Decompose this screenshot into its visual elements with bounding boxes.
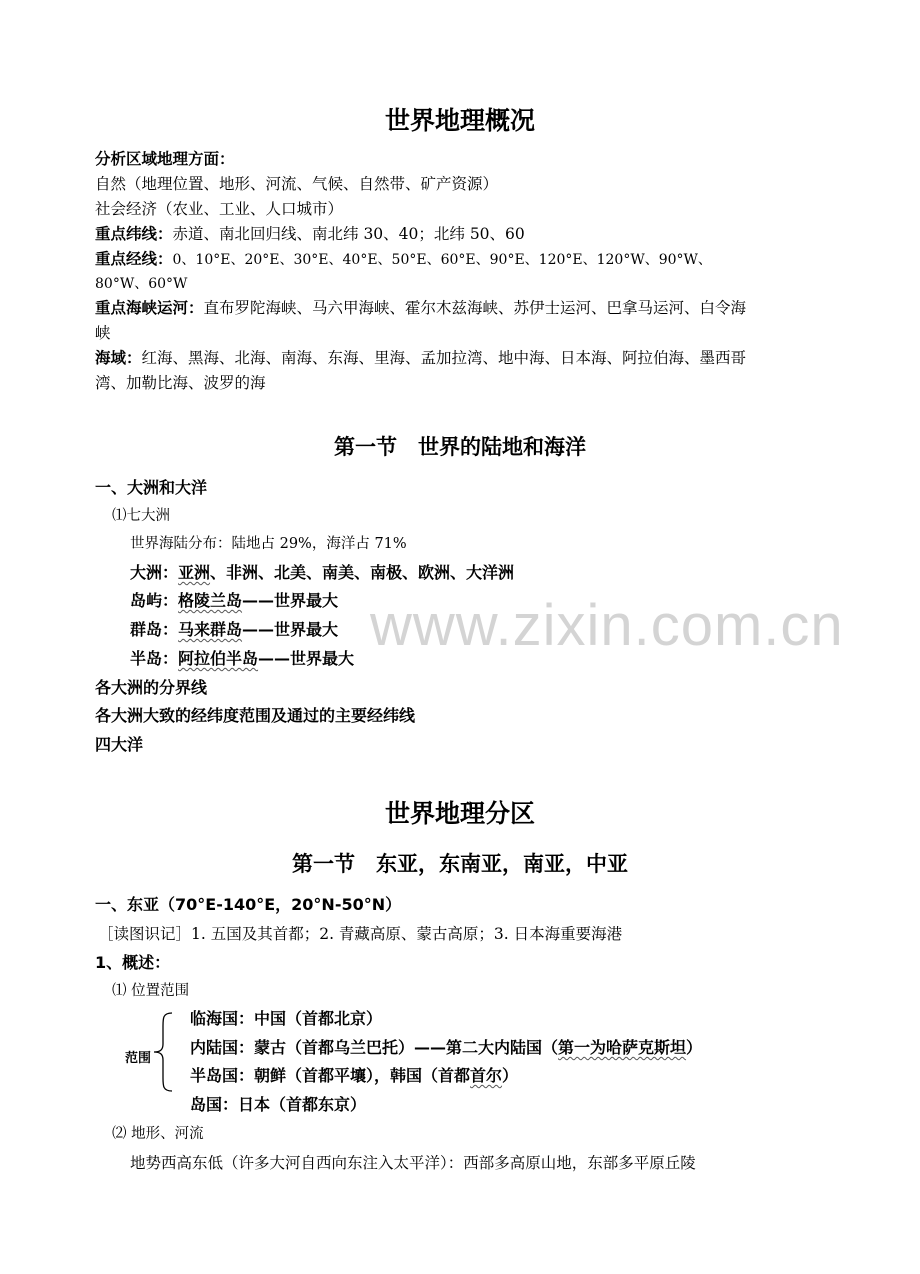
longitudes-line-2: 80°W、60°W: [95, 276, 188, 292]
inland-end: ）: [686, 1038, 703, 1057]
title-world-regions: 世界地理分区: [384, 799, 535, 828]
peninsula-country: [190, 1067, 518, 1085]
island-rest: ——世界最大: [242, 591, 339, 610]
peninsula-name: 阿拉伯半岛: [178, 649, 259, 668]
straits-line: [95, 299, 746, 317]
peninsula-rest: ——世界最大: [258, 649, 355, 668]
scope-brace: [150, 1010, 180, 1094]
inland-country: [190, 1039, 702, 1057]
inland-note: 第一为哈萨克斯坦: [558, 1038, 687, 1057]
archipelago-rest: ——世界最大: [242, 620, 339, 639]
nature-line: 自然（地理位置、地形、河流、气候、自然带、矿产资源）: [95, 175, 499, 193]
summary-heading: 1、概述：: [95, 953, 171, 972]
seas-text: 红海、黑海、北海、南海、东海、里海、孟加拉湾、地中海、日本海、阿拉伯海、墨西哥: [141, 349, 747, 367]
archipelago-name: 马来群岛: [178, 620, 243, 639]
page-title: 世界地理概况: [384, 106, 535, 135]
seas-label: 海域：: [95, 349, 142, 367]
straits-text: 直布罗陀海峡、马六甲海峡、霍尔木兹海峡、苏伊士运河、巴拿马运河、白令海: [203, 299, 747, 317]
peninsula-label: 半岛：: [130, 649, 179, 668]
continents-line: [130, 564, 514, 582]
seas-line: [95, 349, 746, 367]
analysis-label: 分析区域地理方面：: [95, 150, 235, 168]
longitudes-text: 0、10°E、20°E、30°E、40°E、50°E、60°E、90°E、120°E、120°W、90°W、: [172, 252, 712, 268]
seas-line-2: 湾、加勒比海、波罗的海: [95, 374, 266, 392]
straits-line-2: 峡: [95, 324, 111, 342]
terrain-sub: ⑵ 地形、河流: [112, 1126, 204, 1142]
longitudes-label: 重点经线：: [95, 250, 173, 268]
continents-first: 亚洲: [178, 563, 211, 582]
east-asia-heading: 一、东亚（70°E-140°E，20°N-50°N）: [95, 895, 402, 914]
archipelago-line: [130, 621, 338, 639]
straits-label: 重点海峡运河：: [95, 299, 204, 317]
oceans-line: 四大洋: [95, 735, 144, 754]
watermark: www.zixin.com.cn: [370, 593, 844, 658]
peninsula-capital: 首尔: [470, 1066, 503, 1085]
read-map-line: ［读图识记］1. 五国及其首都；2. 青藏高原、蒙古高原；3. 日本海重要海港: [98, 925, 623, 943]
terrain-line: 地势西高东低（许多大河自西向东注入太平洋）：西部多高原山地，东部多平原丘陵: [130, 1154, 696, 1172]
peninsula-line: [130, 650, 354, 668]
social-line: 社会经济（农业、工业、人口城市）: [95, 200, 344, 218]
peninsula-end: ）: [502, 1066, 519, 1085]
seven-continents-sub: ⑴七大洲: [112, 508, 170, 524]
longitudes-line: [95, 250, 712, 269]
scope-label: 范围: [125, 1051, 152, 1066]
island-line: [130, 592, 338, 610]
boundary-line: 各大洲的分界线: [95, 678, 208, 697]
island-name: 格陵兰岛: [178, 591, 243, 610]
archipelago-label: 群岛：: [130, 620, 179, 639]
latitudes-text: 赤道、南北回归线、南北纬 30、40；北纬 50、60: [172, 225, 525, 243]
section1-heading: 一、大洲和大洋: [95, 478, 208, 497]
section1-title: 第一节 世界的陆地和海洋: [334, 435, 586, 459]
inland-main: 内陆国：蒙古（首都乌兰巴托）——第二大内陆国（: [190, 1038, 559, 1057]
continents-rest: 、非洲、北美、南美、南极、欧洲、大洋洲: [210, 563, 515, 582]
peninsula-main: 半岛国：朝鲜（首都平壤），韩国（首都: [190, 1066, 471, 1085]
section2-title: 第一节 东亚，东南亚，南亚，中亚: [292, 852, 628, 876]
range-line: 各大洲大致的经纬度范围及通过的主要经纬线: [95, 706, 416, 725]
coastal-country: 临海国：中国（首都北京）: [190, 1009, 383, 1028]
island-country: 岛国：日本（首都东京）: [190, 1095, 367, 1114]
position-sub: ⑴ 位置范围: [112, 983, 190, 999]
island-label: 岛屿：: [130, 591, 179, 610]
continents-label: 大洲：: [130, 563, 179, 582]
latitudes-line: [95, 225, 525, 243]
land-sea-ratio: 世界海陆分布：陆地占 29%，海洋占 71%: [130, 536, 407, 552]
latitudes-label: 重点纬线：: [95, 225, 173, 243]
